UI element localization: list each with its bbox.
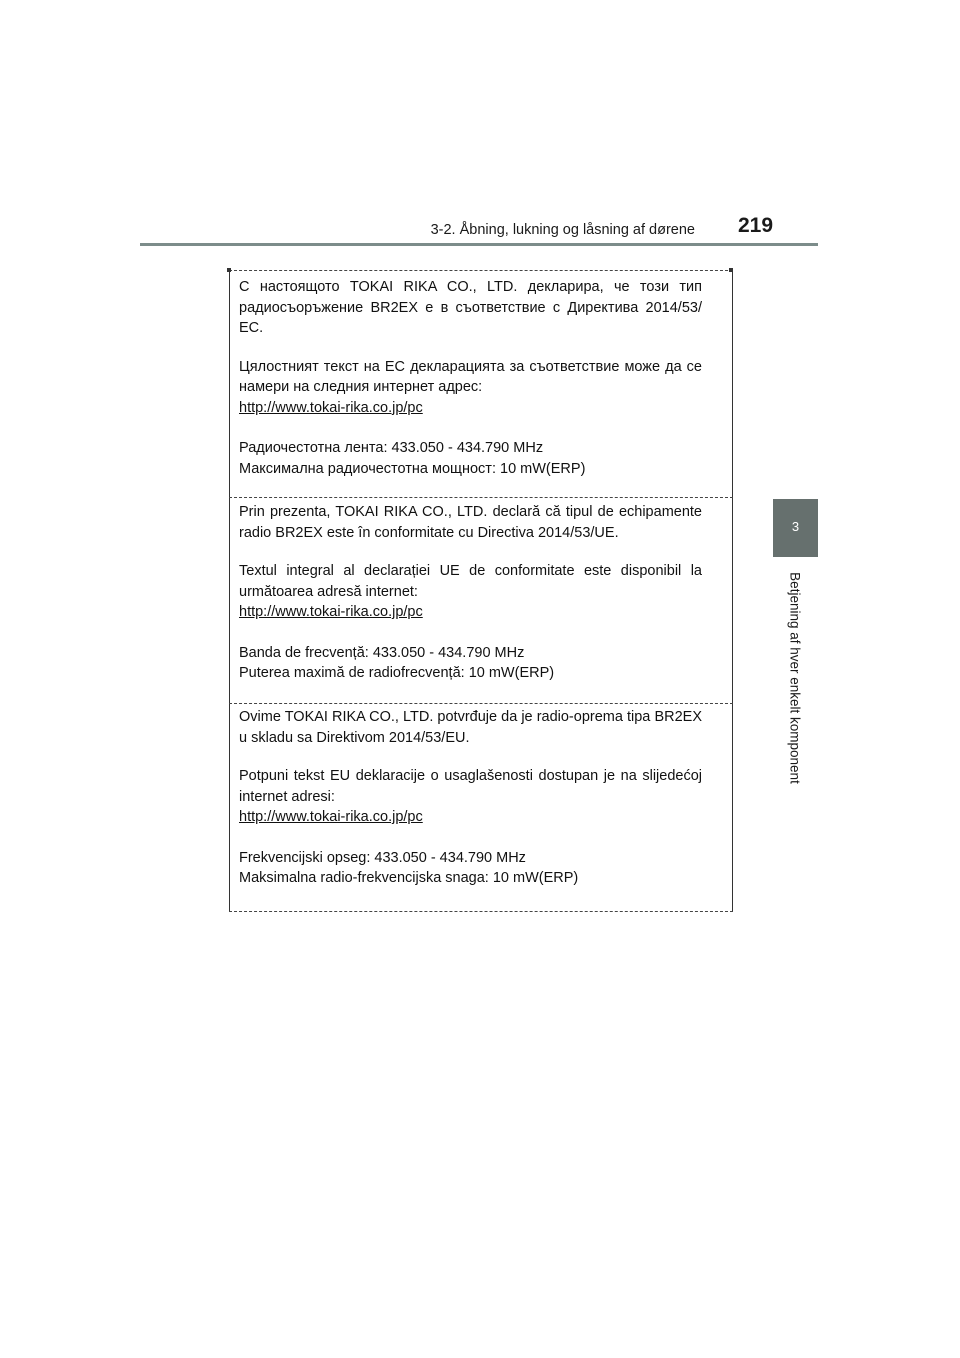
declaration-full-text-note: Цялостният текст на ЕС декларацията за съответствие може да се намери на следния интернет адрес: <box>239 358 702 395</box>
frequency-band: Радиочестотна лента: 433.050 - 434.790 MHz <box>239 440 544 456</box>
declaration-link[interactable]: http://www.tokai-rika.co.jp/pc <box>239 399 423 416</box>
chapter-tab-number: 3 <box>791 519 800 534</box>
declaration-section-romanian <box>239 502 702 684</box>
chapter-side-label: Betjening af hver enkelt komponent <box>787 572 803 784</box>
declaration-full-text-note: Potpuni tekst EU deklaracije o usaglašenosti dostupan je na slijedećoj internet adresi: <box>239 768 702 805</box>
chapter-tab[interactable] <box>773 499 818 557</box>
box-top-border <box>229 270 733 271</box>
declaration-section-bulgarian <box>239 277 702 479</box>
section-divider-1 <box>229 497 733 498</box>
header-rule <box>140 243 818 246</box>
chapter-title: 3-2. Åbning, lukning og låsning af dørene <box>430 222 695 238</box>
declaration-full-text-note: Textul integral al declarației UE de conformitate este disponibil la următoarea adresă internet: <box>239 563 702 600</box>
declaration-section-croatian <box>239 707 702 889</box>
section-divider-2 <box>229 703 733 704</box>
declaration-link[interactable]: http://www.tokai-rika.co.jp/pc <box>239 604 423 620</box>
declaration-statement: Ovime TOKAI RIKA CO., LTD. potvrđuje da je radio-oprema tipa BR2EX u skladu sa Direktivom 2014/53/EU. <box>239 709 702 746</box>
declaration-statement: Prin prezenta, TOKAI RIKA CO., LTD. declară că tipul de echipamente radio BR2EX este în conformitate cu Directiva 2014/53/UE. <box>239 504 702 541</box>
max-power: Maksimalna radio-frekvencijska snaga: 10 mW(ERP) <box>239 870 579 886</box>
page-number: 219 <box>738 214 774 237</box>
frequency-band: Frekvencijski opseg: 433.050 - 434.790 MHz <box>239 849 526 866</box>
max-power: Puterea maximă de radiofrecvență: 10 mW(ERP) <box>239 665 555 681</box>
box-corner-mark <box>729 268 733 272</box>
box-bottom-border <box>229 911 733 912</box>
declaration-statement: С настоящото TOKAI RIKA CO., LTD. декларира, че този тип радиосъоръжение BR2EX е в съответствие с Директива 2014/53/ЕС. <box>239 279 702 336</box>
box-corner-mark <box>227 268 231 272</box>
max-power: Максимална радиочестотна мощност: 10 mW(ERP) <box>239 460 586 477</box>
declaration-link[interactable]: http://www.tokai-rika.co.jp/pc <box>239 809 423 825</box>
frequency-band: Banda de frecvență: 433.050 - 434.790 MHz <box>239 644 525 661</box>
